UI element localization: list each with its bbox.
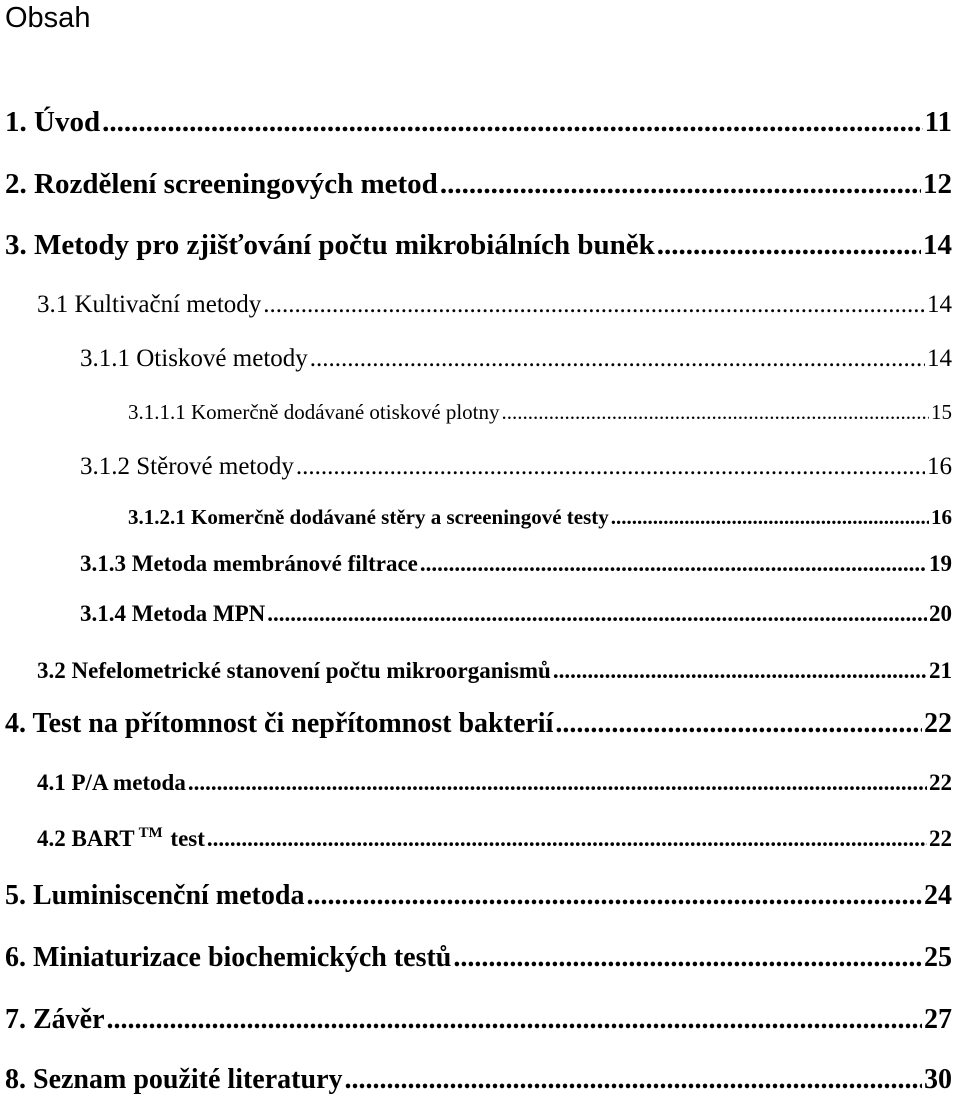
toc-entry-page: 16 xyxy=(927,453,952,480)
toc-entry-page: 22 xyxy=(924,708,952,739)
toc-leader-dots xyxy=(107,1004,922,1036)
toc-entry-3-1-1[interactable] xyxy=(80,345,952,377)
toc-leader-dots xyxy=(188,770,927,796)
toc-entry-label: 5. Luminiscenční metoda xyxy=(5,880,305,911)
toc-entry-3-1-4[interactable] xyxy=(80,601,952,633)
toc-entry-page: 16 xyxy=(931,505,952,529)
toc-leader-dots xyxy=(310,345,925,373)
toc-entry-label: 3. Metody pro zjišťování počtu mikrobiálních buněk xyxy=(5,229,655,261)
toc-leader-dots xyxy=(657,229,921,262)
toc-entry-page: 15 xyxy=(931,400,952,424)
toc-entry-label: 2. Rozdělení screeningových metod xyxy=(5,168,438,200)
toc-entry-label: 3.1.1 Otiskové metody xyxy=(80,345,308,372)
toc-entry-label: 3.1 Kultivační metody xyxy=(37,291,262,318)
toc-entry-label: 3.1.2 Stěrové metody xyxy=(80,453,294,480)
toc-entry-3-1-2-1[interactable] xyxy=(128,505,952,533)
toc-entry-page: 24 xyxy=(924,880,952,911)
toc-leader-dots xyxy=(502,400,930,425)
toc-entry-page: 27 xyxy=(924,1004,952,1035)
toc-entry-page: 22 xyxy=(929,826,952,851)
toc-entry-label: 3.1.1.1 Komerčně dodávané otiskové plotny xyxy=(128,400,500,424)
toc-entry-3-2[interactable] xyxy=(37,658,952,688)
toc-entry-page: 25 xyxy=(924,942,952,973)
toc-entry-label xyxy=(37,826,205,852)
toc-entry-6[interactable] xyxy=(5,942,952,978)
toc-entry-label: 6. Miniaturizace biochemických testů xyxy=(5,942,452,973)
trademark-superscript: TM xyxy=(138,825,163,842)
toc-leader-dots xyxy=(267,601,927,627)
toc-leader-dots xyxy=(345,1064,923,1096)
toc-entry-page: 11 xyxy=(924,106,952,138)
toc-entry-4-2[interactable] xyxy=(37,826,952,856)
toc-leader-dots xyxy=(440,168,921,201)
toc-leader-dots xyxy=(263,291,925,319)
toc-entry-label: 7. Závěr xyxy=(5,1004,105,1035)
toc-entry-label: 3.1.4 Metoda MPN xyxy=(80,601,266,626)
toc-entry-page: 20 xyxy=(929,601,952,626)
toc-entry-label: 1. Úvod xyxy=(5,106,101,138)
toc-entry-page: 22 xyxy=(929,770,952,795)
toc-leader-dots xyxy=(207,826,927,852)
toc-entry-label-main: 4.2 BART xyxy=(37,826,135,851)
toc-entry-label: 4.1 P/A metoda xyxy=(37,770,186,795)
toc-entry-label: 3.1.2.1 Komerčně dodávané stěry a screeningové testy xyxy=(128,505,609,529)
toc-entry-3-1-3[interactable] xyxy=(80,551,952,583)
toc-entry-3-1[interactable] xyxy=(37,291,952,323)
toc-entry-page: 14 xyxy=(927,345,952,372)
toc-entry-3[interactable] xyxy=(5,229,952,265)
toc-entry-7[interactable] xyxy=(5,1004,952,1040)
toc-entry-label: 4. Test na přítomnost či nepřítomnost bakterií xyxy=(5,708,554,739)
toc-entry-page: 21 xyxy=(929,658,952,683)
toc-entry-page: 14 xyxy=(923,229,952,261)
toc-leader-dots xyxy=(420,551,927,577)
toc-entry-3-1-2[interactable] xyxy=(80,453,952,485)
toc-leader-dots xyxy=(306,880,922,912)
toc-entry-5[interactable] xyxy=(5,880,952,916)
toc-entry-page: 14 xyxy=(927,291,952,318)
toc-leader-dots xyxy=(102,106,923,139)
toc-entry-page: 19 xyxy=(929,551,952,576)
toc-entry-3-1-1-1[interactable] xyxy=(128,400,952,428)
toc-leader-dots xyxy=(611,505,929,530)
toc-entry-page: 30 xyxy=(924,1064,952,1095)
toc-entry-page: 12 xyxy=(923,168,952,200)
page-title: Obsah xyxy=(5,2,91,34)
toc-entry-2[interactable] xyxy=(5,168,952,204)
toc-entry-1[interactable] xyxy=(5,106,952,142)
toc-leader-dots xyxy=(296,453,925,481)
toc-leader-dots xyxy=(553,658,927,684)
toc-entry-4[interactable] xyxy=(5,708,952,744)
toc-leader-dots xyxy=(453,942,922,974)
toc-entry-8[interactable] xyxy=(5,1064,952,1100)
toc-entry-label: 3.1.3 Metoda membránové filtrace xyxy=(80,551,418,576)
toc-entry-label: 3.2 Nefelometrické stanovení počtu mikroorganismů xyxy=(37,658,551,683)
toc-entry-label-tail: test xyxy=(170,826,205,851)
toc-leader-dots xyxy=(555,708,922,740)
toc-entry-label: 8. Seznam použité literatury xyxy=(5,1064,343,1095)
toc-entry-4-1[interactable] xyxy=(37,770,952,800)
